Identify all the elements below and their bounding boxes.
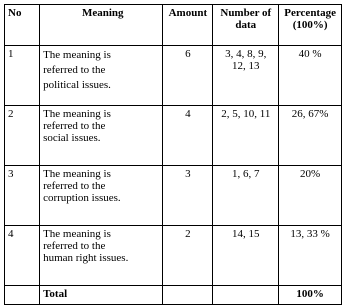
meaning-line-1: The meaning is [43, 49, 111, 61]
header-number-of-data-line2: data [235, 19, 257, 31]
data-line-1: 3, 4, 8, 9, [225, 48, 267, 60]
cell-number-of-data [213, 226, 279, 286]
header-no [5, 5, 40, 46]
header-meaning [40, 5, 163, 46]
cell-amount [163, 226, 213, 286]
cell-meaning [40, 106, 163, 166]
table-row [5, 46, 342, 106]
cell-number-of-data [213, 46, 279, 106]
cell-no [5, 46, 40, 106]
meaning-line-3: corruption issues. [43, 192, 121, 204]
meaning-line-2: referred to the [43, 64, 106, 76]
data-line-2: 12, 13 [232, 60, 260, 72]
data-line-1: 2, 5, 10, 11 [221, 108, 271, 120]
cell-no-value: 3 [8, 168, 14, 180]
meaning-line-1: The meaning is [43, 228, 111, 240]
cell-total-label [40, 286, 163, 305]
cell-amount [163, 166, 213, 226]
cell-amount-value: 4 [185, 108, 191, 120]
cell-meaning [40, 46, 163, 106]
meaning-line-2: referred to the [43, 180, 106, 192]
cell-percentage [279, 166, 342, 226]
cell-amount-empty [163, 286, 213, 305]
header-number-of-data [213, 5, 279, 46]
cell-data-empty [213, 286, 279, 305]
table-row [5, 166, 342, 226]
cell-amount [163, 106, 213, 166]
cell-percentage-value: 13, 33 % [290, 228, 330, 240]
cell-no-value: 2 [8, 108, 14, 120]
cell-no-empty [5, 286, 40, 305]
meaning-line-3: social issues. [43, 132, 101, 144]
table-row [5, 106, 342, 166]
meaning-table [4, 4, 342, 305]
cell-total-percentage [279, 286, 342, 305]
cell-meaning [40, 226, 163, 286]
meaning-line-1: The meaning is [43, 168, 111, 180]
cell-percentage [279, 106, 342, 166]
header-percentage-line2: (100%) [292, 19, 328, 31]
cell-number-of-data [213, 166, 279, 226]
cell-number-of-data [213, 106, 279, 166]
meaning-line-2: referred to the [43, 240, 106, 252]
cell-no-value: 1 [8, 48, 14, 60]
cell-no [5, 226, 40, 286]
cell-amount-value: 2 [185, 228, 191, 240]
header-percentage-line1: Percentage [284, 7, 336, 19]
table-container [4, 4, 342, 305]
cell-percentage-value: 40 % [298, 48, 322, 60]
cell-percentage [279, 46, 342, 106]
cell-meaning [40, 166, 163, 226]
table-header-row [5, 5, 342, 46]
data-line-1: 14, 15 [232, 228, 260, 240]
header-number-of-data-line1: Number of [220, 7, 272, 19]
meaning-line-3: human right issues. [43, 252, 129, 264]
meaning-line-1: The meaning is [43, 108, 111, 120]
cell-amount [163, 46, 213, 106]
header-meaning-label: Meaning [81, 7, 124, 19]
cell-no [5, 166, 40, 226]
cell-amount-value: 6 [185, 48, 191, 60]
cell-percentage-value: 26, 67% [291, 108, 329, 120]
table-row [5, 226, 342, 286]
header-percentage [279, 5, 342, 46]
meaning-line-3: political issues. [43, 79, 111, 91]
total-percentage: 100% [296, 288, 324, 300]
header-amount-label: Amount [168, 7, 208, 19]
data-line-1: 1, 6, 7 [232, 168, 260, 180]
cell-percentage [279, 226, 342, 286]
total-label: Total [43, 288, 68, 300]
cell-no [5, 106, 40, 166]
cell-amount-value: 3 [185, 168, 191, 180]
cell-percentage-value: 20% [300, 168, 321, 180]
header-no-label: No [8, 7, 22, 19]
header-amount [163, 5, 213, 46]
meaning-line-2: referred to the [43, 120, 106, 132]
cell-no-value: 4 [8, 228, 14, 240]
total-row [5, 286, 342, 305]
